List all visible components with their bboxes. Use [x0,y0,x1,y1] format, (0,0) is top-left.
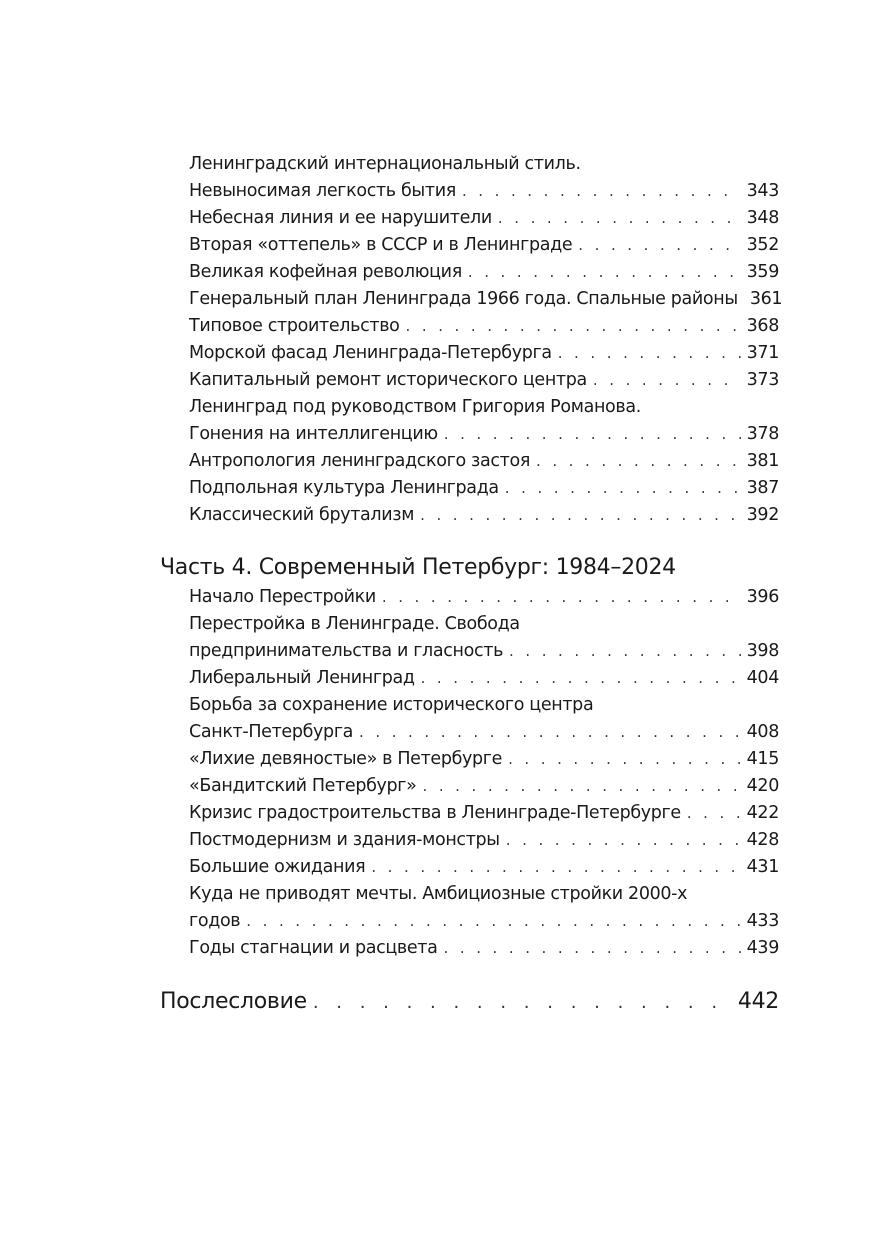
dot-leader [468,259,741,286]
toc-page-number: 431 [746,857,779,877]
toc-page-number: 404 [746,668,779,688]
toc-entry-title: Начало Перестройки [189,587,376,607]
toc-entry [189,746,779,773]
toc-entry-title: годов [189,911,241,931]
toc-page-number: 420 [746,776,779,796]
toc-entry [189,205,779,232]
toc-page-number: 439 [746,938,779,958]
toc-entry [189,367,779,394]
dot-leader [444,421,741,448]
dot-leader [506,827,741,854]
toc-entry [189,340,779,367]
dot-leader [406,313,741,340]
toc-entry [189,827,779,854]
toc-entry-title: Годы стагнации и расцвета [189,938,438,958]
toc-entry-title: Подпольная культура Ленинграда [189,478,499,498]
dot-leader [498,205,741,232]
toc-page-number: 352 [746,235,779,255]
dot-leader [536,448,741,475]
dot-leader [687,800,741,827]
dot-leader [313,986,732,1020]
toc-entry-line [189,394,779,421]
toc-entry-title: Классический брутализм [189,505,415,525]
toc-entry [189,421,779,448]
afterword-title: Послесловие [160,989,307,1014]
toc-entry-line [189,151,779,178]
toc-entry-title: предпринимательства и гласность [189,641,504,661]
toc-entry-title: Куда не приводят мечты. Амбициозные стройки 2000-х [189,884,688,904]
dot-leader [593,367,741,394]
toc-entry-title: Ленинградский интернациональный стиль. [189,154,581,174]
toc-entry [189,908,779,935]
toc-entry [189,854,779,881]
dot-leader [359,719,741,746]
toc-page-number: 373 [746,370,779,390]
toc-entry [189,232,779,259]
dot-leader [420,502,741,529]
toc-entry-title: Перестройка в Ленинграде. Свобода [189,614,520,634]
part-heading [160,551,779,585]
dot-leader [578,232,740,259]
toc-page-number: 408 [746,722,779,742]
dot-leader [558,340,741,367]
toc-page-number: 415 [746,749,779,769]
toc-entry [189,665,779,692]
toc-entry-title: Небесная линия и ее нарушители [189,208,492,228]
toc-entry-title: «Лихие девяностые» в Петербурге [189,749,503,769]
toc-entry-title: Невыносимая легкость бытия [189,181,456,201]
toc-page-number: 371 [746,343,779,363]
toc-page-number: 422 [746,803,779,823]
toc-page-number: 398 [746,641,779,661]
toc-entry-title: Постмодернизм и здания-монстры [189,830,500,850]
toc-page-number: 361 [749,289,783,309]
toc-page-number: 348 [746,208,779,228]
dot-leader [444,935,741,962]
toc-page-number: 428 [746,830,779,850]
toc-entry [189,935,779,962]
dot-leader [382,584,741,611]
toc-entry [189,313,779,340]
toc-entry [189,719,779,746]
toc-entry-title: Морской фасад Ленинграда-Петербурга [189,343,552,363]
part-title: Часть 4. Современный Петербург: 1984–2024 [160,555,676,580]
toc-page-number: 396 [746,587,779,607]
toc-entry-title: Типовое строительство [189,316,400,336]
toc-entry-title: «Бандитский Петербург» [189,776,417,796]
dot-leader [509,638,741,665]
dot-leader [371,854,740,881]
toc-entry-title: Вторая «оттепель» в СССР и в Ленинграде [189,235,573,255]
dot-leader [462,178,741,205]
toc-entry [189,259,779,286]
toc-entry [189,773,779,800]
toc-page-number: 343 [746,181,779,201]
toc-entry [189,800,779,827]
dot-leader [505,475,741,502]
toc-entry [189,286,783,313]
toc-page-number: 359 [746,262,779,282]
toc-page-number: 368 [746,316,779,336]
afterword-page-number: 442 [737,989,779,1014]
toc-entry-title: Борьба за сохранение исторического центра [189,695,594,715]
toc-entry [189,178,779,205]
toc-entry [189,448,779,475]
toc-entry-title: Великая кофейная революция [189,262,462,282]
toc-entry-title: Капитальный ремонт исторического центра [189,370,587,390]
dot-leader [421,665,741,692]
toc-entry [189,502,779,529]
toc-page-number: 392 [746,505,779,525]
toc-entry-title: Либеральный Ленинград [189,668,415,688]
toc-entry-title: Санкт-Петербурга [189,722,354,742]
toc-page-number: 433 [746,911,779,931]
toc-entry-title: Генеральный план Ленинграда 1966 года. Спальные районы [189,289,738,309]
afterword-entry [160,985,779,1019]
toc-entry-line [189,881,779,908]
toc-entry-title: Гонения на интеллигенцию [189,424,438,444]
dot-leader [246,908,740,935]
dot-leader [508,746,741,773]
dot-leader [423,773,741,800]
toc-entry-title: Антропология ленинградского застоя [189,451,530,471]
toc-page-number: 381 [746,451,779,471]
toc-entry-title: Ленинград под руководством Григория Романова. [189,397,641,417]
toc-entry-line [189,611,779,638]
toc-entry-line [189,692,779,719]
toc-entry [189,584,779,611]
toc-entry [189,638,779,665]
toc-entry-title: Большие ожидания [189,857,366,877]
toc-page-number: 387 [746,478,779,498]
toc-page-number: 378 [746,424,779,444]
toc-entry-title: Кризис градостроительства в Ленинграде-Петербурге [189,803,681,823]
toc-entry [189,475,779,502]
